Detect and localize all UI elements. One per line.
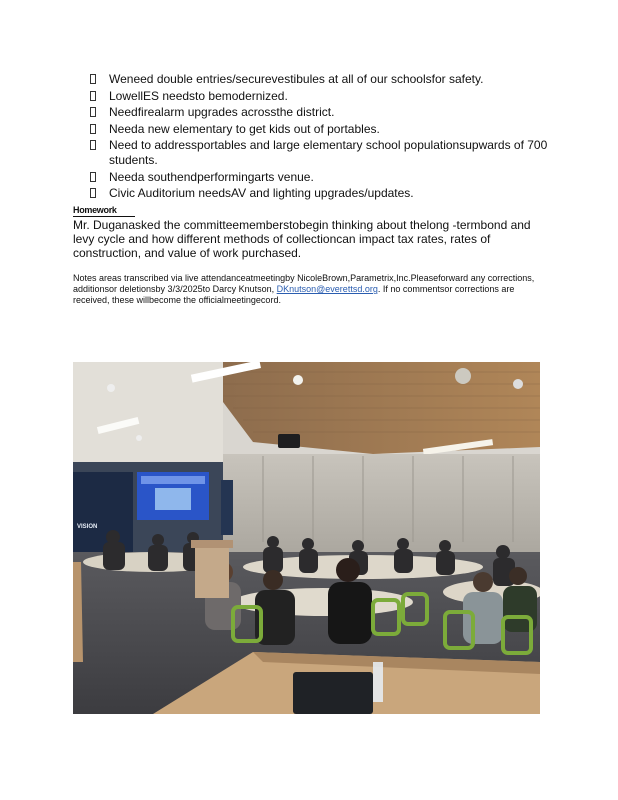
email-link[interactable]: DKnutson@everettsd.org: [276, 284, 378, 294]
list-item-text: Civic Auditorium needsAV and lighting upgrades/updates.: [109, 186, 414, 200]
list-item: [88, 72, 558, 87]
list-item: [88, 170, 558, 185]
list-item: [88, 122, 558, 137]
list-item-text: Needa new elementary to get kids out of portables.: [109, 121, 380, 136]
bullet-box-icon: [90, 140, 96, 150]
homework-body: Mr. Duganasked the committeememberstobegin thinking about thelong -termbond and levy cycle and how different methods of collectioncan impact tax rates, rates of construction, and value of work purchased.: [73, 218, 531, 260]
list-item: [88, 186, 558, 201]
list-item-text: Needa southendperformingarts venue.: [109, 169, 314, 184]
bullet-box-icon: [90, 188, 96, 198]
homework-heading: Homework: [73, 205, 135, 217]
bullet-list: [88, 72, 558, 203]
bullet-box-icon: [90, 74, 96, 84]
bullet-box-icon: [90, 91, 96, 101]
list-item-text: Weneed double entries/securevestibules at all of our schoolsfor safety.: [109, 72, 484, 86]
notes-text: Notes areas transcribed via live attendanceatmeetingby NicoleBrown,Parametrix,Inc.Pleaseforward any corrections, additionsor deletionsby 3/3/2025to Darcy Knutson,: [73, 273, 535, 294]
list-item: [88, 138, 558, 168]
list-item: [88, 89, 558, 104]
meeting-photo: [73, 362, 540, 714]
bullet-box-icon: [90, 172, 96, 182]
list-item-text: Need to addressportables and large elementary school populationsupwards of 700 students.: [109, 138, 548, 167]
list-item-text: LowellES needsto bemodernized.: [109, 88, 288, 103]
meeting-notes-disclaimer: [73, 273, 543, 306]
bullet-box-icon: [90, 124, 96, 134]
bullet-box-icon: [90, 107, 96, 117]
notes-text-end: . If no commentsor corrections are received, these willbecome the officialmeetingecord.: [73, 284, 515, 305]
banner-text: VISION: [77, 524, 98, 530]
list-item: [88, 105, 558, 120]
list-item-text: Needfirealarm upgrades acrossthe district.: [109, 105, 335, 119]
